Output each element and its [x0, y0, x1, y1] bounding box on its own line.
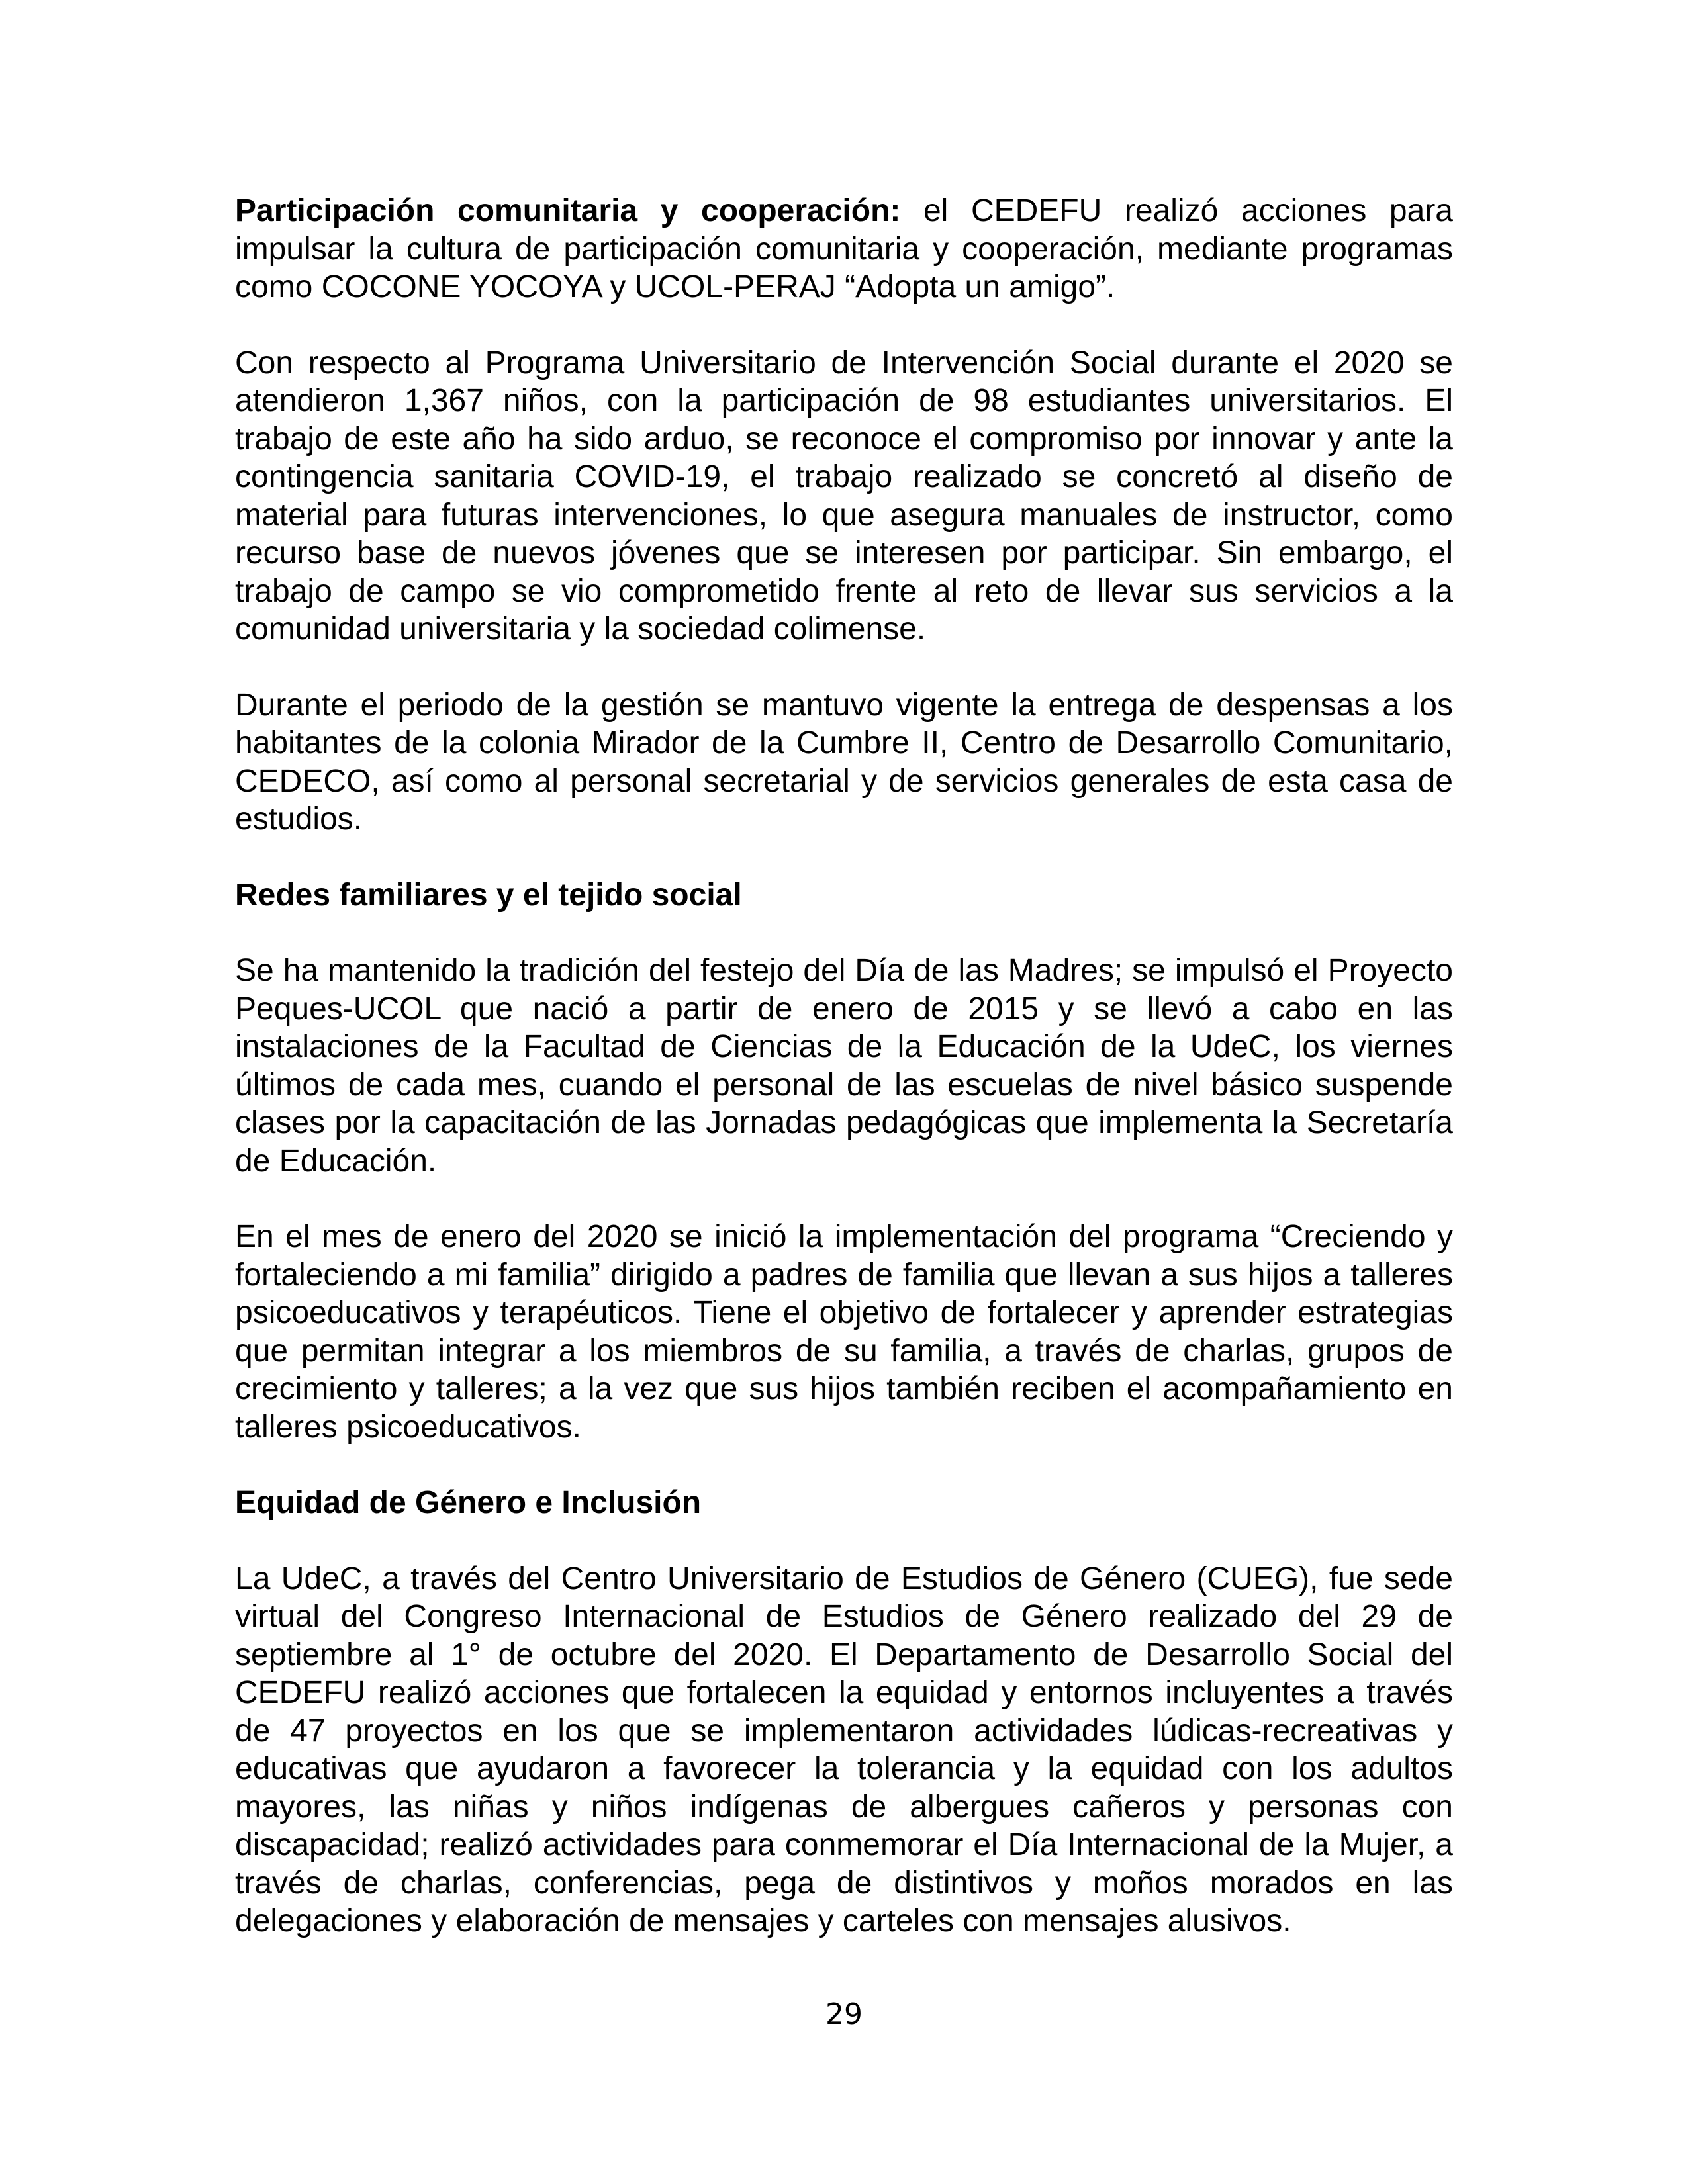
paragraph-intervention-program: Con respecto al Programa Universitario de Intervención Social durante el 2020 se atendieron 1,367 niños, con la participación de 98 estudiantes universitarios. El trabajo de este año ha sido arduo, se reconoce el compromiso por innovar y ante la contingencia sanitaria COVID-19, el trabajo realizado se concretó al diseño de material para futuras intervenciones, lo que asegura manuales de instructor, como recurso base de nuevos jóvenes que se interesen por participar. Sin embargo, el trabajo de campo se vio comprometido frente al reto de llevar sus servicios a la comunidad universitaria y la sociedad colimense. — [235, 345, 1453, 647]
heading-family-networks: Redes familiares y el tejido social — [235, 877, 742, 913]
paragraph-text: el CEDEFU realizó acciones para impulsar la cultura de participación comunitaria y cooperación, mediante programas como COCONE YOCOYA y UCOL-PERAJ “Adopta un amigo”. — [235, 193, 1453, 304]
paragraph-gender-studies: La UdeC, a través del Centro Universitario de Estudios de Género (CUEG), fue sede virtual del Congreso Internacional de Estudios de Género realizado del 29 de septiembre al 1° de octubre del 2020. El Departamento de Desarrollo Social del CEDEFU realizó acciones que fortalecen la equidad y entornos incluyentes a través de 47 proyectos en los que se implementaron actividades lúdicas-recreativas y educativas que ayudaron a favorecer la tolerancia y la equidad con los adultos mayores, las niñas y niños indígenas de albergues cañeros y personas con discapacidad; realizó actividades para conmemorar el Día Internacional de la Mujer, a través de charlas, conferencias, pega de distintivos y moños morados en las delegaciones y elaboración de mensajes y carteles con mensajes alusivos. — [235, 1561, 1453, 1938]
paragraph-creciendo-program: En el mes de enero del 2020 se inició la implementación del programa “Creciendo y fortaleciendo a mi familia” dirigido a padres de familia que llevan a sus hijos a talleres psicoeducativos y terapéuticos. Tiene el objetivo de fortalecer y aprender estrategias que permitan integrar a los miembros de su familia, a través de charlas, grupos de crecimiento y talleres; a la vez que sus hijos también reciben el acompañamiento en talleres psicoeducativos. — [235, 1219, 1453, 1445]
document-page — [235, 192, 1453, 1978]
paragraph-peques-ucol: Se ha mantenido la tradición del festejo del Día de las Madres; se impulsó el Proyecto Peques-UCOL que nació a partir de enero de 2015 y se llevó a cabo en las instalaciones de la Facultad de Ciencias de la Educación de la UdeC, los viernes últimos de cada mes, cuando el personal de las escuelas de nivel básico suspende clases por la capacitación de las Jornadas pedagógicas que implementa la Secretaría de Educación. — [235, 953, 1453, 1179]
page-number: 29 — [825, 1997, 863, 2031]
paragraph-pantry-delivery: Durante el periodo de la gestión se mantuvo vigente la entrega de despensas a los habitantes de la colonia Mirador de la Cumbre II, Centro de Desarrollo Comunitario, CEDECO, así como al personal secretarial y de servicios generales de esta casa de estudios. — [235, 687, 1453, 837]
paragraph-community-participation — [235, 192, 1453, 306]
lead-community-participation: Participación comunitaria y cooperación: — [235, 193, 901, 228]
heading-gender-equity: Equidad de Género e Inclusión — [235, 1485, 702, 1520]
